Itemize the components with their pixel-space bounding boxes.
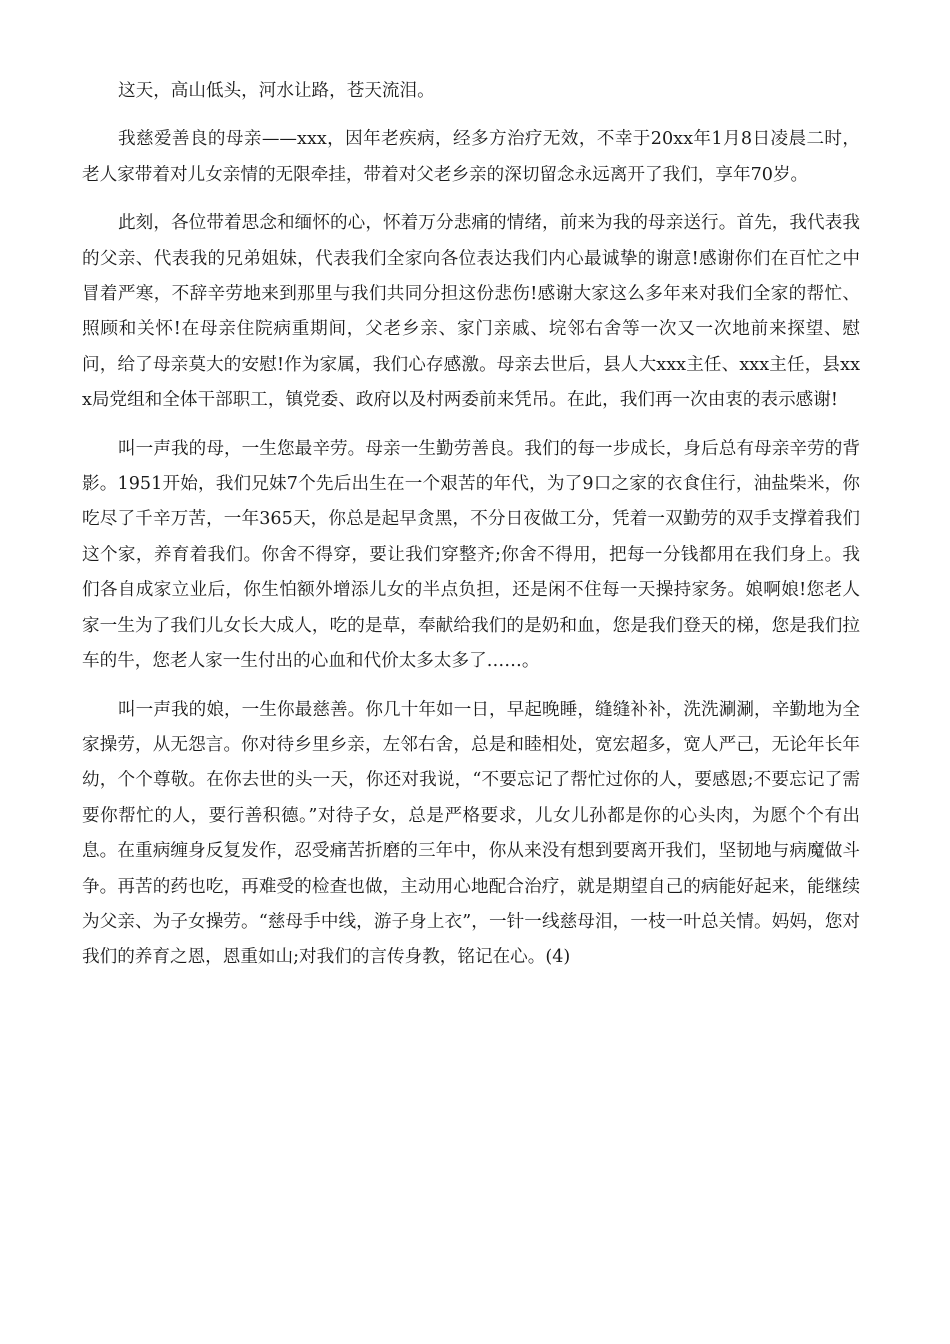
paragraph-announcement: 我慈爱善良的母亲——xxx，因年老疾病，经多方治疗无效，不幸于20xx年1月8日凌晨二时，老人家带着对儿女亲情的无限牵挂，带着对父老乡亲的深切留念永远离开了我们，享年70岁。	[82, 129, 860, 185]
paragraph-kindness: 叫一声我的娘，一生你最慈善。你几十年如一日，早起晚睡，缝缝补补，洗洗涮涮，辛勤地为全家操劳，从无怨言。你对待乡里乡亲，左邻右舍，总是和睦相处，宽宏超多，宽人严己，无论年长年幼，个个尊敬。在你去世的头一天，你还对我说，“不要忘记了帮忙过你的人，要感恩;不要忘记了需要你帮忙的人，要行善积德。”对待子女，总是严格要求，儿女儿孙都是你的心头肉，为愿个个有出息。在重病缠身反复发作，忍受痛苦折磨的三年中，你从来没有想到要离开我们，坚韧地与病魔做斗争。再苦的药也吃，再难受的检查也做，主动用心地配合治疗，就是期望自己的病能好起来，能继续为父亲、为子女操劳。“慈母手中线，游子身上衣”，一针一线慈母泪，一枝一叶总关情。妈妈，您对我们的养育之恩，恩重如山;对我们的言传身教，铭记在心。(4)	[82, 699, 860, 968]
paragraph-diligence: 叫一声我的母，一生您最辛劳。母亲一生勤劳善良。我们的每一步成长，身后总有母亲辛劳的背影。1951开始，我们兄妹7个先后出生在一个艰苦的年代，为了9口之家的衣食住行，油盐柴米，你吃尽了千辛万苦，一年365天，你总是起早贪黑，不分日夜做工分，凭着一双勤劳的双手支撑着我们这个家，养育着我们。你舍不得穿，要让我们穿整齐;你舍不得用，把每一分钱都用在我们身上。我们各自成家立业后，你生怕额外增添儿女的半点负担，还是闲不住每一天操持家务。娘啊娘!您老人家一生为了我们儿女长大成人，吃的是草，奉献给我们的是奶和血，您是我们登天的梯，您是我们拉车的牛，您老人家一生付出的心血和代价太多太多了……。	[82, 438, 860, 672]
paragraph-thanks: 此刻，各位带着思念和缅怀的心，怀着万分悲痛的情绪，前来为我的母亲送行。首先，我代表我的父亲、代表我的兄弟姐妹，代表我们全家向各位表达我们内心最诚挚的谢意!感谢你们在百忙之中冒着严寒，不辞辛劳地来到那里与我们共同分担这份悲伤!感谢大家这么多年来对我们全家的帮忙、照顾和关怀!在母亲住院病重期间，父老乡亲、家门亲戚、垸邻右舍等一次又一次地前来探望、慰问，给了母亲莫大的安慰!作为家属，我们心存感激。母亲去世后，县人大xxx主任、xxx主任，县xxx局党组和全体干部职工，镇党委、政府以及村两委前来凭吊。在此，我们再一次由衷的表示感谢!	[82, 213, 860, 411]
paragraph-opening: 这天，高山低头，河水让路，苍天流泪。	[118, 81, 435, 101]
document-page	[82, 74, 860, 989]
